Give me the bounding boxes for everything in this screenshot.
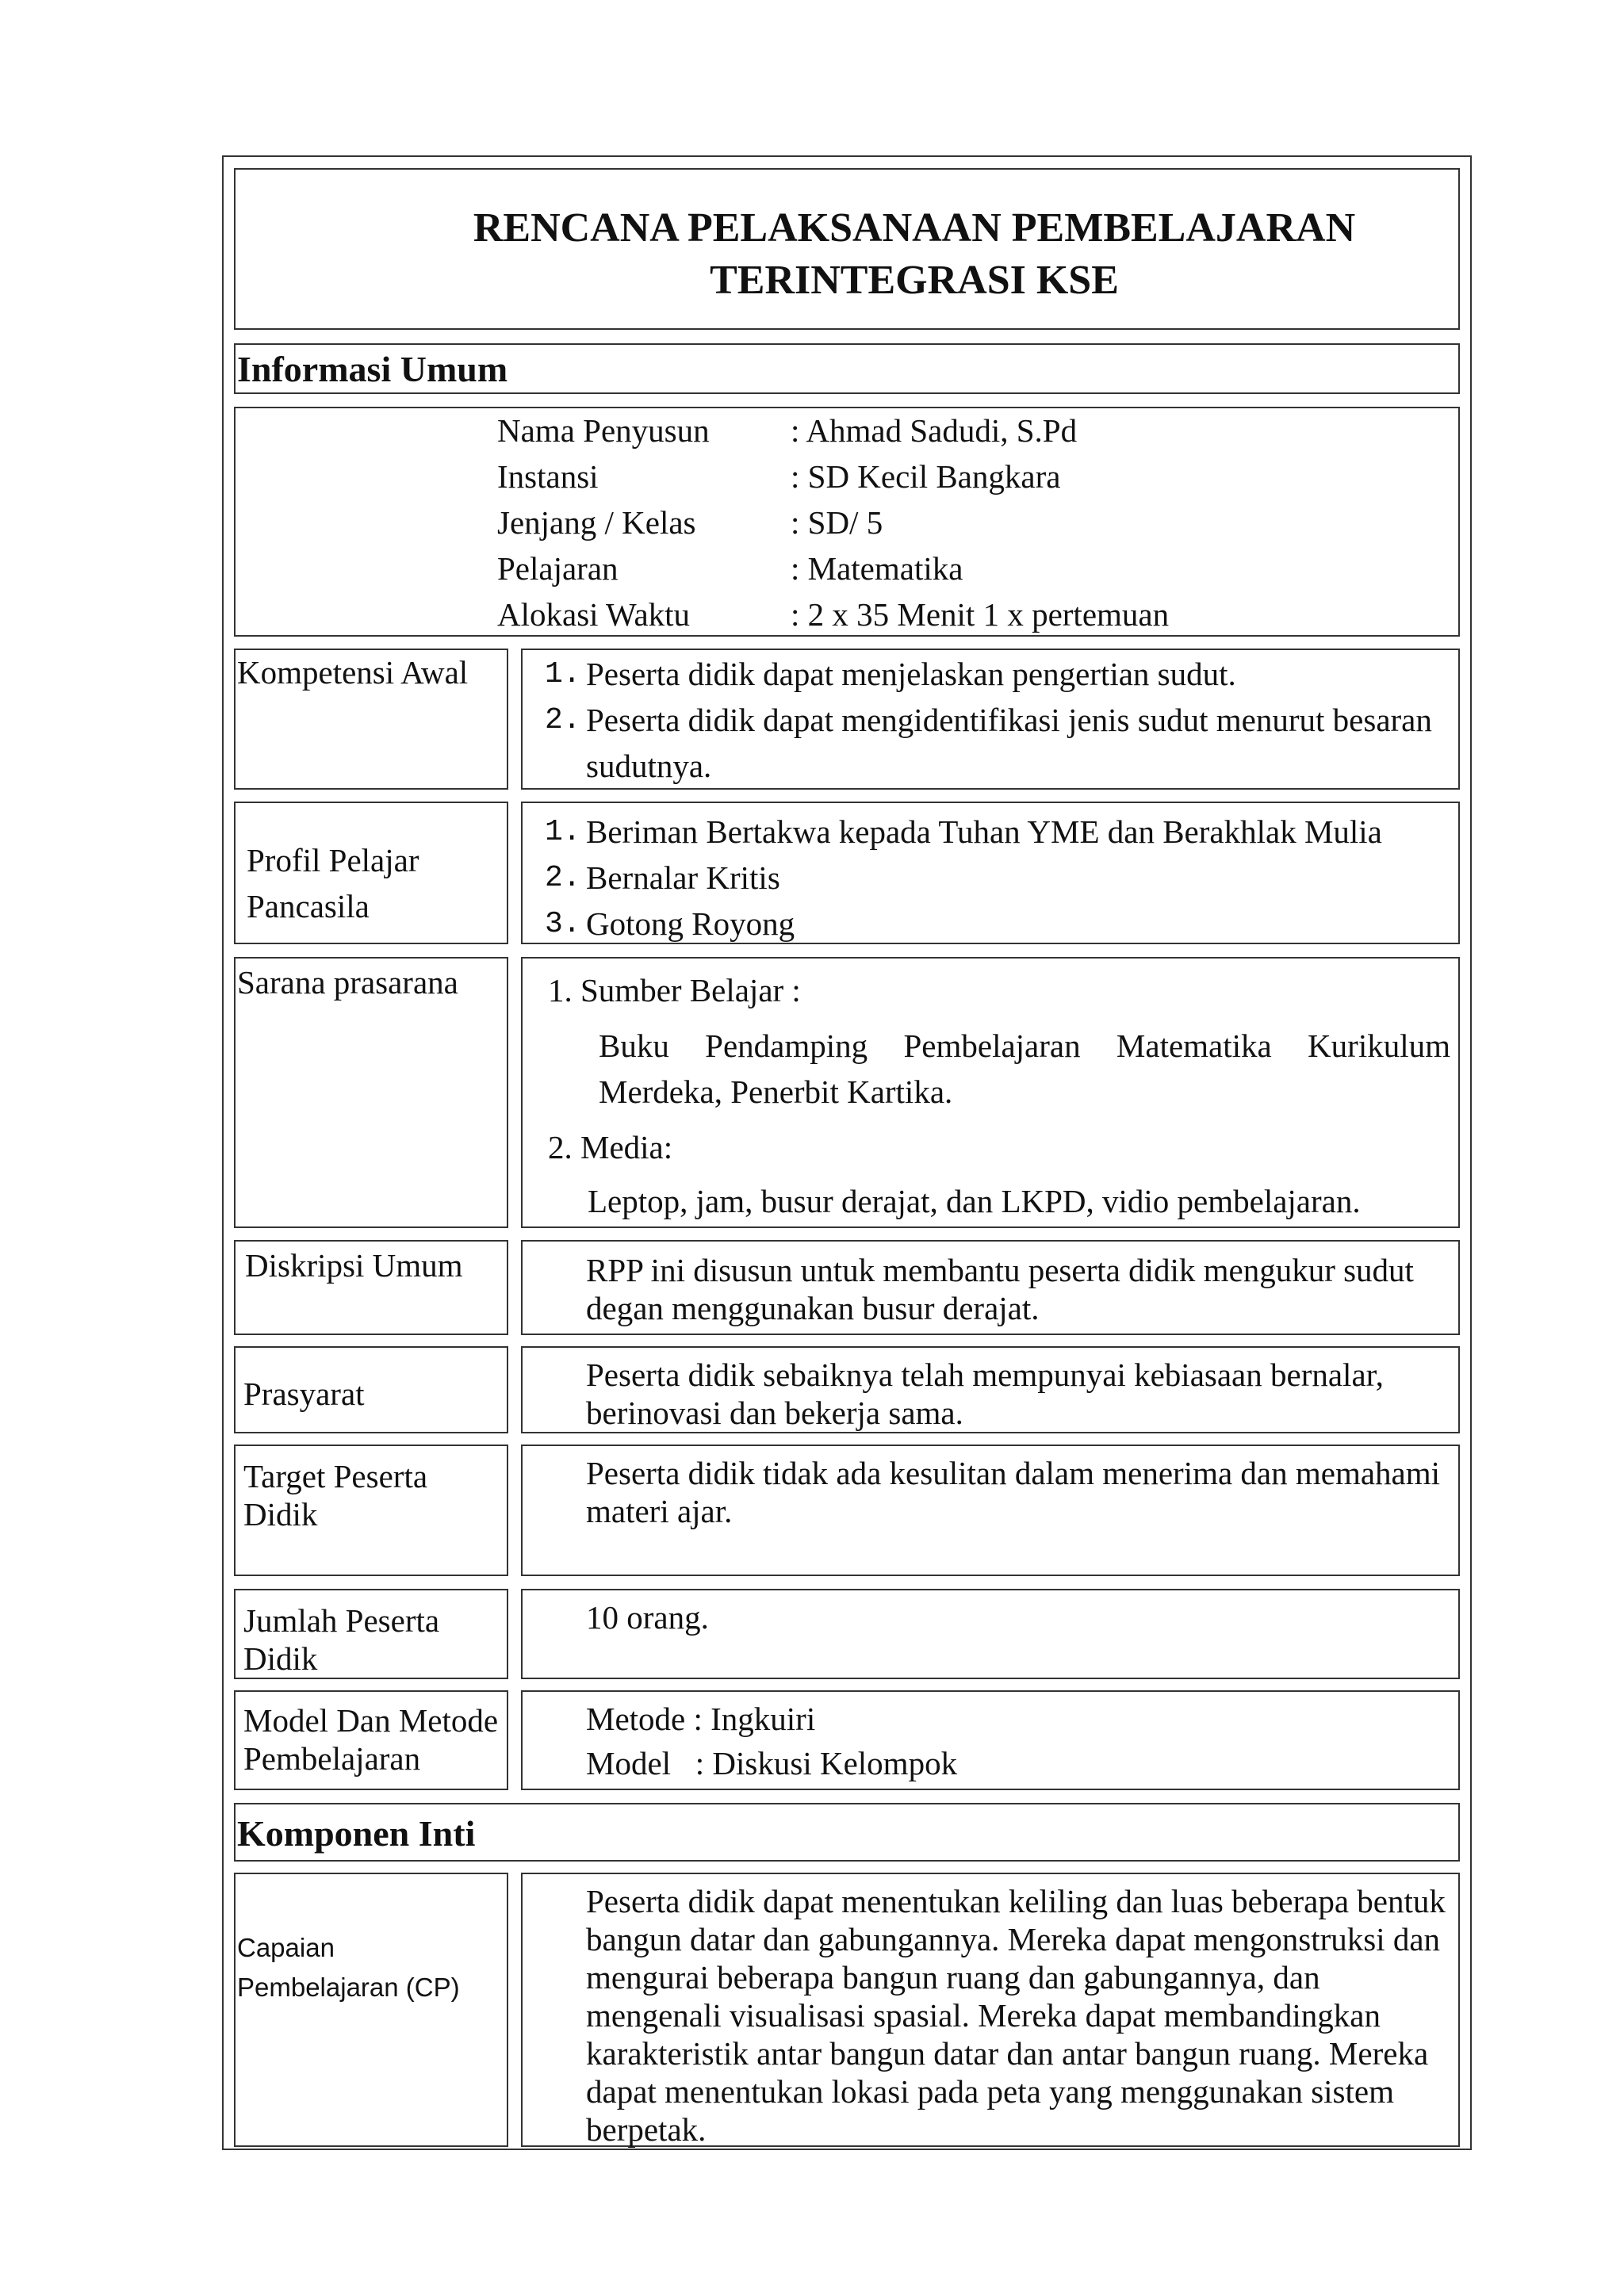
profil-item-2-number: 2. [545, 861, 581, 895]
prasyarat-content-box [521, 1346, 1460, 1433]
kompetensi-item-1-text: Peserta didik dapat menjelaskan pengertian sudut. [586, 656, 1236, 692]
label-alokasi-waktu: Alokasi Waktu [497, 596, 691, 633]
sarana-prasarana-label-box [234, 957, 508, 1228]
diskripsi-umum-line-2: degan menggunakan busur derajat. [586, 1290, 1040, 1326]
prasyarat-label-box [234, 1346, 508, 1433]
value-alokasi-waktu: : 2 x 35 Menit 1 x pertemuan [791, 596, 1170, 633]
jumlah-peserta-label-line-2: Didik [243, 1640, 318, 1677]
profil-item-3-number: 3. [545, 907, 581, 941]
prasyarat-line-2: berinovasi dan bekerja sama. [586, 1395, 963, 1431]
model-metode-label-line-2: Pembelajaran [243, 1740, 421, 1777]
capaian-line-1: Peserta didik dapat menentukan keliling dan luas beberapa bentuk [586, 1883, 1446, 1919]
title-box [234, 168, 1460, 330]
jumlah-peserta-content-box [521, 1589, 1460, 1679]
capaian-line-6: dapat menentukan lokasi pada peta yang menggunakan sistem [586, 2073, 1394, 2110]
prasyarat-label: Prasyarat [243, 1376, 365, 1412]
sarana-item-2-text: Leptop, jam, busur derajat, dan LKPD, vidio pembelajaran. [588, 1183, 1361, 1219]
kompetensi-item-2-number: 2. [545, 703, 581, 737]
capaian-line-5: karakteristik antar bangun datar dan antar bangun ruang. Mereka [586, 2035, 1429, 2072]
target-peserta-label-box [234, 1445, 508, 1576]
profil-item-1-text: Beriman Bertakwa kepada Tuhan YME dan Berakhlak Mulia [586, 813, 1382, 850]
capaian-content-box [521, 1873, 1460, 2147]
jumlah-peserta-value: 10 orang. [586, 1599, 709, 1636]
komponen-inti-heading: Komponen Inti [237, 1813, 476, 1854]
capaian-line-7: berpetak. [586, 2111, 707, 2148]
title-line-1: RENCANA PELAKSANAAN PEMBELAJARAN [473, 205, 1356, 251]
target-peserta-line-2: materi ajar. [586, 1493, 733, 1529]
model-metode-content-box [521, 1690, 1460, 1790]
informasi-umum-heading: Informasi Umum [237, 349, 508, 389]
capaian-label-box [234, 1873, 508, 2147]
target-peserta-label-line-1: Target Peserta [243, 1458, 428, 1494]
target-peserta-line-1: Peserta didik tidak ada kesulitan dalam menerima dan memahami [586, 1455, 1441, 1491]
model-metode-label-box [234, 1690, 508, 1790]
capaian-label-line-2: Pembelajaran (CP) [237, 1973, 460, 2002]
value-nama-penyusun: : Ahmad Sadudi, S.Pd [791, 412, 1078, 449]
profil-pelajar-label-line-1: Profil Pelajar [247, 842, 419, 878]
profil-pelajar-content-box [521, 802, 1460, 944]
kompetensi-awal-label-box [234, 649, 508, 790]
diskripsi-umum-label-box [234, 1240, 508, 1335]
prasyarat-line-1: Peserta didik sebaiknya telah mempunyai kebiasaan bernalar, [586, 1357, 1384, 1393]
label-jenjang-kelas: Jenjang / Kelas [497, 504, 696, 541]
informasi-umum-details [234, 407, 1460, 637]
sarana-item-1-heading: 1. Sumber Belajar : [548, 972, 801, 1008]
target-peserta-label-line-2: Didik [243, 1496, 318, 1533]
label-pelajaran: Pelajaran [497, 550, 619, 587]
sarana-item-1-text-line-1: Buku Pendamping Pembelajaran Matematika Kurikulum [599, 1027, 1450, 1064]
value-instansi: : SD Kecil Bangkara [791, 458, 1061, 495]
model-metode-label-line-1: Model Dan Metode [243, 1702, 499, 1739]
value-pelajaran: : Matematika [791, 550, 963, 587]
komponen-inti-box [234, 1803, 1460, 1862]
informasi-umum-box [234, 343, 1460, 394]
jumlah-peserta-label-box [234, 1589, 508, 1679]
profil-pelajar-label-box [234, 802, 508, 944]
model-line: Model : Diskusi Kelompok [586, 1745, 958, 1781]
kompetensi-awal-content-box [521, 649, 1460, 790]
sarana-prasarana-content-box [521, 957, 1460, 1228]
capaian-line-2: bangun datar dan gabungannya. Mereka dapat mengonstruksi dan [586, 1921, 1441, 1957]
title-line-2: TERINTEGRASI KSE [710, 258, 1119, 303]
sarana-item-2-heading: 2. Media: [548, 1129, 673, 1165]
kompetensi-awal-label: Kompetensi Awal [237, 654, 469, 691]
capaian-line-4: mengenali visualisasi spasial. Mereka dapat membandingkan [586, 1997, 1381, 2034]
profil-pelajar-label-line-2: Pancasila [247, 888, 370, 924]
label-nama-penyusun: Nama Penyusun [497, 412, 710, 449]
diskripsi-umum-content-box [521, 1240, 1460, 1335]
target-peserta-content-box [521, 1445, 1460, 1576]
value-jenjang-kelas: : SD/ 5 [791, 504, 883, 541]
kompetensi-item-2-continuation: sudutnya. [586, 748, 712, 784]
kompetensi-item-2-text: Peserta didik dapat mengidentifikasi jenis sudut menurut besaran [586, 702, 1432, 738]
jumlah-peserta-label-line-1: Jumlah Peserta [243, 1602, 440, 1639]
label-instansi: Instansi [497, 458, 599, 495]
capaian-line-3: mengurai beberapa bangun ruang dan gabungannya, dan [586, 1959, 1320, 1996]
diskripsi-umum-line-1: RPP ini disusun untuk membantu peserta didik mengukur sudut [586, 1252, 1414, 1288]
profil-item-1-number: 1. [545, 815, 581, 849]
kompetensi-item-1-number: 1. [545, 657, 581, 691]
metode-line: Metode : Ingkuiri [586, 1701, 816, 1737]
sarana-item-1-text-line-2: Merdeka, Penerbit Kartika. [599, 1073, 953, 1110]
capaian-label-line-1: Capaian [237, 1933, 335, 1962]
profil-item-2-text: Bernalar Kritis [586, 859, 780, 896]
diskripsi-umum-label: Diskripsi Umum [245, 1247, 463, 1284]
sarana-prasarana-label: Sarana prasarana [237, 964, 458, 1001]
profil-item-3-text: Gotong Royong [586, 905, 795, 942]
